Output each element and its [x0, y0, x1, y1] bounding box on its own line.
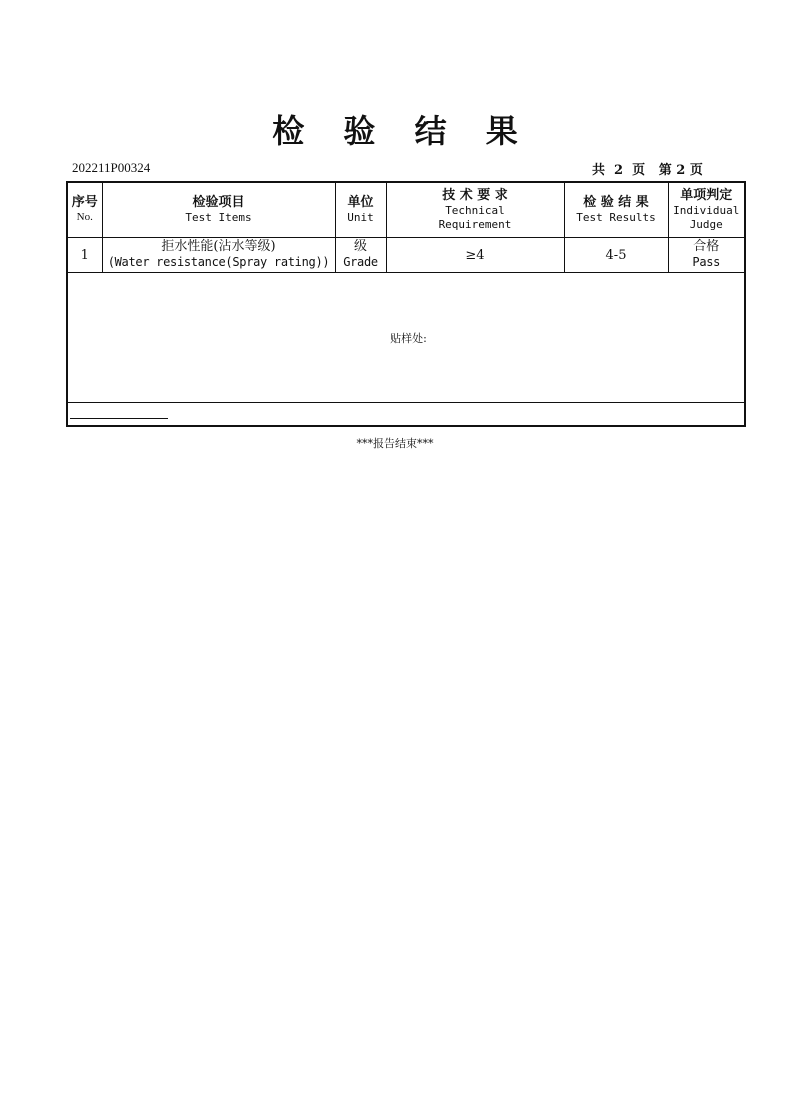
report-end-mark: ***报告结束***: [356, 437, 434, 450]
col-header-requirement: 技 术 要 求 Technical Requirement: [386, 182, 564, 237]
sample-label: 贴样处:: [390, 332, 427, 345]
signature-line: [70, 418, 168, 419]
sample-area-row: [67, 272, 745, 402]
report-number: 202211P00324: [72, 160, 151, 175]
col-header-no: 序号 No.: [67, 182, 102, 237]
cell-no: 1: [67, 237, 102, 272]
col-header-test-items: 检验项目 Test Items: [102, 182, 335, 237]
col-header-unit: 单位 Unit: [335, 182, 386, 237]
table-header-row: [67, 182, 745, 237]
sample-area: [67, 272, 745, 402]
signature-cell: [67, 402, 745, 426]
signature-row: [67, 402, 745, 426]
cell-unit: 级 Grade: [335, 237, 386, 272]
cell-test-item: 拒水性能(沾水等级) (Water resistance(Spray rating)): [102, 237, 335, 272]
cell-result: 4-5: [564, 237, 668, 272]
cell-requirement: ≥4: [386, 237, 564, 272]
col-header-judge: 单项判定 Individual Judge: [668, 182, 745, 237]
results-table: [66, 181, 746, 427]
page-info: 共 2 页 第 2 页: [592, 163, 703, 178]
cell-judge: 合格 Pass: [668, 237, 745, 272]
table-row: [67, 237, 745, 272]
page-title: 检 验 结 果: [272, 112, 532, 150]
col-header-results: 检 验 结 果 Test Results: [564, 182, 668, 237]
